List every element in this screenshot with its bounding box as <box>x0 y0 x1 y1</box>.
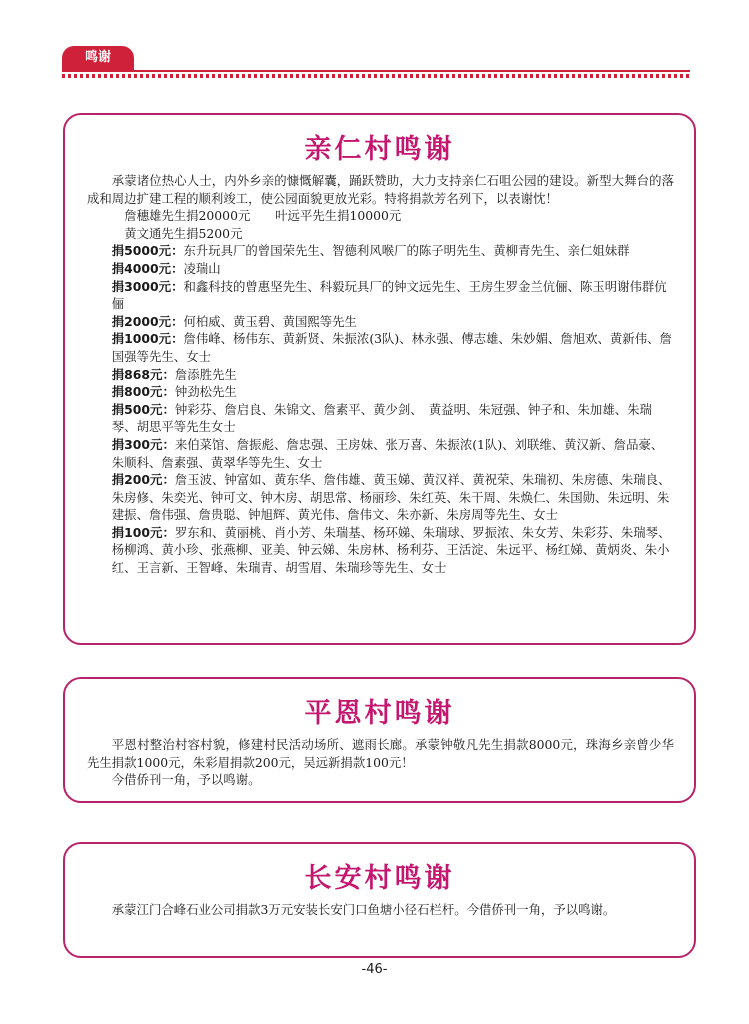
donor-names: 罗东和、黄丽桃、肖小芳、朱瑞基、杨环娣、朱瑞球、罗振浓、朱女芳、朱彩芬、朱瑞琴、杨柳鸿、黄小珍、张燕柳、亚美、钟云娣、朱房林、杨利芬、王活淀、朱远平、杨红娣、黄炳炎、朱小红、王言新、王智峰、朱瑞青、胡雪眉、朱瑞珍等先生、女士 <box>111 524 671 576</box>
donor-names: 凌瑞山 <box>183 260 221 276</box>
donation-row <box>87 436 674 471</box>
section-body <box>65 901 694 919</box>
donation-amount: 捐800元： <box>111 384 175 400</box>
body-paragraph: 承蒙江门合峰石业公司捐款3万元安装长安门口鱼塘小径石栏杆。今借侨刊一角，予以鸣谢。 <box>111 902 616 917</box>
donation-row <box>87 401 674 436</box>
donor-names: 来伯菜馆、詹振彪、詹忠强、王房妹、张万喜、朱振浓(1队)、刘联维、黄汉新、詹品豪、朱顺科、詹素强、黄翠华等先生、女士 <box>111 436 664 470</box>
header-tab: 鸣谢 <box>62 46 134 70</box>
donation-list <box>87 242 674 576</box>
section-title: 亲仁村鸣谢 <box>304 134 455 165</box>
donation-row <box>87 524 674 577</box>
donor-names: 詹添胜先生 <box>174 366 237 382</box>
donation-row <box>87 313 674 331</box>
donation-amount: 捐200元： <box>111 472 175 488</box>
donation-amount: 捐5000元： <box>111 243 184 259</box>
donation-row <box>87 383 674 401</box>
donation-row <box>87 330 674 365</box>
section-body <box>65 172 694 577</box>
donation-row <box>87 260 674 278</box>
major-donors-line-2: 黄文通先生捐5200元 <box>124 225 243 241</box>
closing-paragraph: 今借侨刊一角，予以鸣谢。 <box>111 772 261 788</box>
section-title: 长安村鸣谢 <box>304 863 455 894</box>
section-changan <box>63 842 696 958</box>
section-title: 平恩村鸣谢 <box>304 698 455 729</box>
donation-row <box>87 278 674 313</box>
intro-paragraph: 承蒙诸位热心人士，内外乡亲的慷慨解囊，踊跃赞助，大力支持亲仁石咀公园的建设。新型大舞台的落成和周边扩建工程的顺利竣工，使公园面貌更放光彩。特将捐款芳名列下，以表谢忱！ <box>87 173 674 206</box>
donor-names: 何柏威、黄玉碧、黄国熙等先生 <box>183 313 357 329</box>
body-paragraph: 平恩村整治村容村貌，修建村民活动场所、遮雨长廊。承蒙钟敬凡先生捐款8000元，珠海乡亲曾少华先生捐款1000元，朱彩眉捐款200元，吴远新捐款100元！ <box>87 737 674 770</box>
donor-names: 钟彩芬、詹启良、朱锦文、詹素平、黄少剑、 黄益明、朱冠强、钟子和、朱加雄、朱瑞琴、胡思平等先生女士 <box>111 401 652 435</box>
donation-amount: 捐2000元： <box>111 313 184 329</box>
header-divider <box>62 70 690 72</box>
section-qinren <box>63 113 696 645</box>
donation-amount: 捐100元： <box>111 524 175 540</box>
donor-names: 和鑫科技的曾惠坚先生、科毅玩具厂的钟文远先生、王房生罗金兰伉俪、陈玉明谢伟群伉俪 <box>111 278 667 312</box>
page-number: -46- <box>361 962 388 977</box>
donor-names: 詹伟峰、杨伟东、黄新贤、朱振浓(3队)、林永强、傅志雄、朱妙媚、詹旭欢、黄新伟、詹国强等先生、女士 <box>111 331 672 364</box>
section-pingen <box>63 677 696 803</box>
donation-row <box>87 471 674 524</box>
donation-amount: 捐500元： <box>111 401 175 417</box>
donation-row <box>87 366 674 384</box>
section-body <box>65 736 694 789</box>
major-donors-line-1: 詹穗雄先生捐20000元 叶远平先生捐10000元 <box>124 208 402 224</box>
donation-amount: 捐3000元： <box>111 278 184 294</box>
donor-names: 东升玩具厂的曾国荣先生、智德利风喉厂的陈子明先生、黄柳青先生、亲仁姐妹群 <box>183 243 630 259</box>
donation-amount: 捐868元： <box>111 366 175 382</box>
donation-amount: 捐1000元： <box>111 331 184 347</box>
header-dotted-divider <box>62 74 690 78</box>
donation-row <box>87 242 674 260</box>
donation-amount: 捐300元： <box>111 436 175 452</box>
donation-amount: 捐4000元： <box>111 260 184 276</box>
donor-names: 詹玉波、钟富如、黄东华、詹伟雄、黄玉娣、黄汉祥、黄祝荣、朱瑞初、朱房德、朱瑞良、朱房修、朱奕光、钟可文、钟木房、胡思常、杨丽珍、朱红英、朱干周、朱焕仁、朱国勋、朱远明、朱建振、詹伟强、詹贵聪、钟旭辉、黄光伟、詹伟文、朱亦新、朱房周等先生、女士 <box>111 472 671 523</box>
donor-names: 钟劲松先生 <box>174 384 237 400</box>
